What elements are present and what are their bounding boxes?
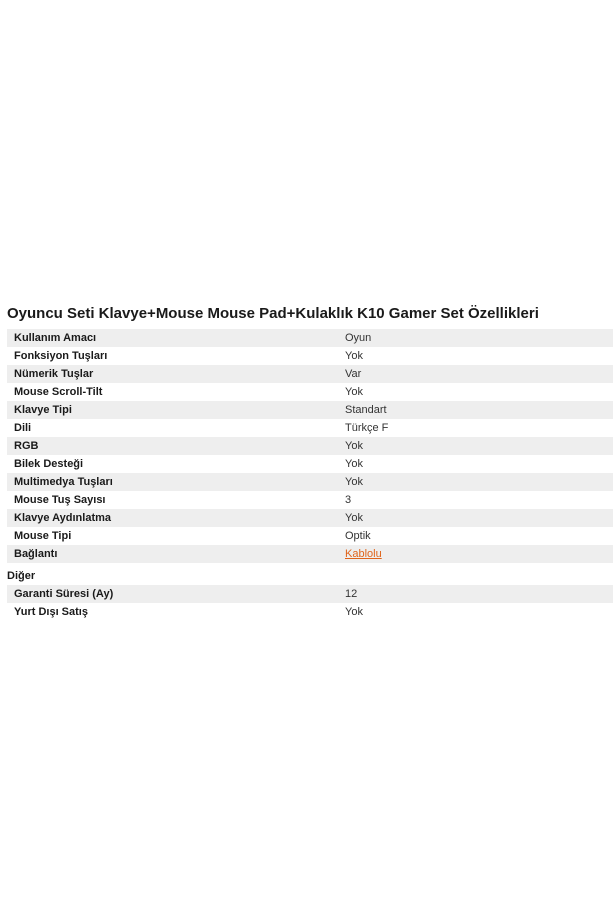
- spec-value: Yok: [338, 437, 613, 455]
- spec-key: Bağlantı: [7, 545, 338, 563]
- spec-row-klavye-aydinlatma: [7, 509, 613, 527]
- spec-value: Yok: [338, 347, 613, 365]
- spec-value: 3: [338, 491, 613, 509]
- spec-value: Oyun: [338, 329, 613, 347]
- spec-table: [7, 329, 613, 563]
- spec-row-mouse-tipi: [7, 527, 613, 545]
- spec-value: Yok: [338, 455, 613, 473]
- spec-value: Türkçe F: [338, 419, 613, 437]
- spec-key: RGB: [7, 437, 338, 455]
- spec-row-multimedya-tuslari: [7, 473, 613, 491]
- spec-row-rgb: [7, 437, 613, 455]
- spec-value: Yok: [338, 473, 613, 491]
- baglanti-value-link[interactable]: Kablolu: [345, 548, 382, 560]
- spec-value: Optik: [338, 527, 613, 545]
- spec-key: Dili: [7, 419, 338, 437]
- spec-key: Klavye Aydınlatma: [7, 509, 338, 527]
- spec-value: Yok: [338, 509, 613, 527]
- spec-row-klavye-tipi: [7, 401, 613, 419]
- spec-value: Var: [338, 365, 613, 383]
- spec-key: Klavye Tipi: [7, 401, 338, 419]
- spec-key: Mouse Tuş Sayısı: [7, 491, 338, 509]
- spec-row-numerik-tuslar: [7, 365, 613, 383]
- spec-row-kullanim-amaci: [7, 329, 613, 347]
- spec-key: Mouse Tipi: [7, 527, 338, 545]
- spec-row-yurt-disi-satis: [7, 603, 613, 621]
- spec-value: Yok: [338, 603, 613, 621]
- spec-title: Oyuncu Seti Klavye+Mouse Mouse Pad+Kulaklık K10 Gamer Set Özellikleri: [7, 305, 539, 322]
- spec-row-fonksiyon-tuslari: [7, 347, 613, 365]
- spec-row-dili: [7, 419, 613, 437]
- spec-key: Garanti Süresi (Ay): [7, 585, 338, 603]
- spec-key: Yurt Dışı Satış: [7, 603, 338, 621]
- spec-table-other: [7, 585, 613, 621]
- spec-value: Standart: [338, 401, 613, 419]
- spec-row-mouse-tus-sayisi: [7, 491, 613, 509]
- spec-key: Kullanım Amacı: [7, 329, 338, 347]
- spec-row-mouse-scroll-tilt: [7, 383, 613, 401]
- spec-row-garanti-suresi: [7, 585, 613, 603]
- spec-row-bilek-destegi: [7, 455, 613, 473]
- spec-key: Nümerik Tuşlar: [7, 365, 338, 383]
- spec-row-baglanti: [7, 545, 613, 563]
- spec-value: 12: [338, 585, 613, 603]
- spec-key: Fonksiyon Tuşları: [7, 347, 338, 365]
- spec-key: Multimedya Tuşları: [7, 473, 338, 491]
- spec-value: Yok: [338, 383, 613, 401]
- section-label-diger: Diğer: [7, 570, 36, 582]
- spec-value-cell: [338, 545, 613, 563]
- spec-key: Bilek Desteği: [7, 455, 338, 473]
- spec-key: Mouse Scroll-Tilt: [7, 383, 338, 401]
